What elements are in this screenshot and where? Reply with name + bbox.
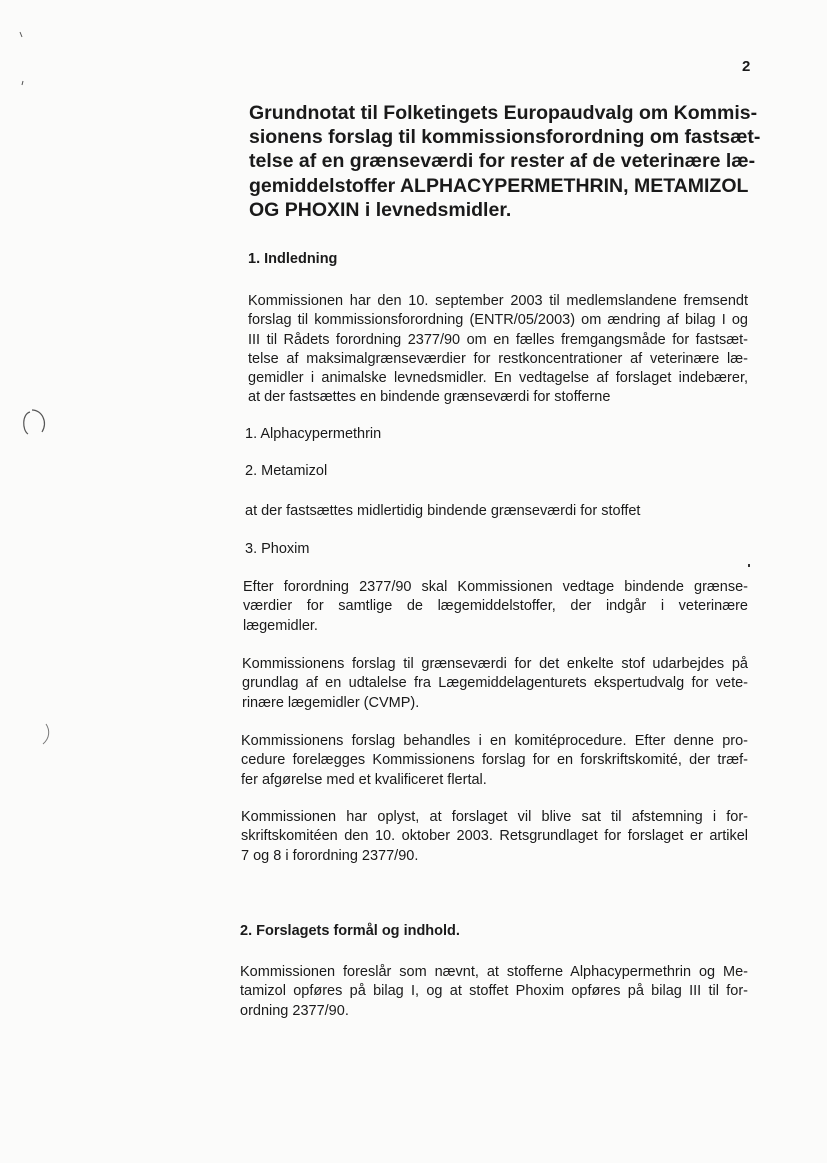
text-line: Kommissionens forslag til grænseværdi for det enkelte stof udarbejdes på xyxy=(242,656,748,672)
text-line: Kommissionen foreslår som nævnt, at stofferne Alphacypermethrin og Me- xyxy=(240,964,748,980)
text-line: Kommissionen har oplyst, at forslaget vil blive sat til afstemning i for- xyxy=(241,809,748,825)
text-line: rinære lægemidler (CVMP). xyxy=(242,694,420,711)
title-line: gemiddelstoffer ALPHACYPERMETHRIN, METAMIZOL xyxy=(249,174,749,197)
list-item-phoxim: 3. Phoxim xyxy=(245,541,310,557)
page-number: 2 xyxy=(742,58,751,75)
text-line: ordning 2377/90. xyxy=(240,1002,349,1019)
scan-speck xyxy=(18,30,26,40)
text-line: Kommissionen har den 10. september 2003 til medlemslandene fremsendt xyxy=(248,293,748,309)
text-line: fer afgørelse med et kvalificeret flertal. xyxy=(241,771,487,788)
vote-paragraph xyxy=(241,808,748,866)
text-line: forslag til kommissionsforordning (ENTR/05/2003) om ændring af bilag I og xyxy=(248,312,748,329)
text-line: værdier for samtlige de lægemiddelstoffer, der indgår i veterinære xyxy=(243,598,748,615)
text-line: 7 og 8 i forordning 2377/90. xyxy=(241,847,419,864)
scan-speck xyxy=(747,563,753,571)
text-line: gemidler i animalske levnedsmidler. En vedtagelse af forslaget indebærer, xyxy=(248,370,748,387)
binding-limits-paragraph xyxy=(243,578,748,636)
text-line: Kommissionens forslag behandles i en komitéprocedure. Efter denne pro- xyxy=(241,733,748,749)
text-line: telse af maksimalgrænseværdier for restkoncentrationer af veterinære læ- xyxy=(248,350,748,367)
hole-punch-mark xyxy=(18,408,54,440)
text-line: grundlag af en udtalelse fra Lægemiddelagenturets ekspertudvalg for vete- xyxy=(242,675,748,692)
section-1-intro-paragraph xyxy=(248,292,748,408)
section-2-heading: 2. Forslagets formål og indhold. xyxy=(240,923,460,939)
title-line: OG PHOXIN i levnedsmidler. xyxy=(249,198,512,221)
procedure-paragraph xyxy=(241,732,748,790)
list-item-metamizol: 2. Metamizol xyxy=(245,463,328,479)
title-line: Grundnotat til Folketingets Europaudvalg om Kommis- xyxy=(249,102,758,124)
text-line: Efter forordning 2377/90 skal Kommissionen vedtage bindende grænse- xyxy=(243,579,748,595)
text-line: tamizol opføres på bilag I, og at stoffet Phoxim opføres på bilag III til for- xyxy=(240,983,748,1000)
title-line: sionens forslag til kommissionsforordning om fastsæt- xyxy=(249,126,761,149)
section-2-paragraph xyxy=(240,963,748,1021)
section-1-heading: 1. Indledning xyxy=(248,251,338,267)
text-line: skriftskomitéen den 10. oktober 2003. Retsgrundlaget for forslaget er artikel xyxy=(241,828,748,845)
scan-speck xyxy=(20,80,26,88)
list-item-alphacypermethrin: 1. Alphacypermethrin xyxy=(245,426,382,442)
text-line: at der fastsættes en bindende grænseværdi for stofferne xyxy=(248,389,611,406)
text-line: III til Rådets forordning 2377/90 om en fælles fremgangsmåde for fastsæt- xyxy=(248,331,748,348)
scan-mark xyxy=(40,722,56,748)
document-title xyxy=(249,101,759,222)
text-line: cedure forelægges Kommissionens forslag for en forskriftskomité, der træf- xyxy=(241,752,748,769)
cvmp-paragraph xyxy=(242,655,748,713)
title-line: telse af en grænseværdi for rester af de veterinære læ- xyxy=(249,150,756,173)
text-line: lægemidler. xyxy=(243,617,318,634)
provisional-limit-text: at der fastsættes midlertidig bindende grænseværdi for stoffet xyxy=(245,503,641,519)
